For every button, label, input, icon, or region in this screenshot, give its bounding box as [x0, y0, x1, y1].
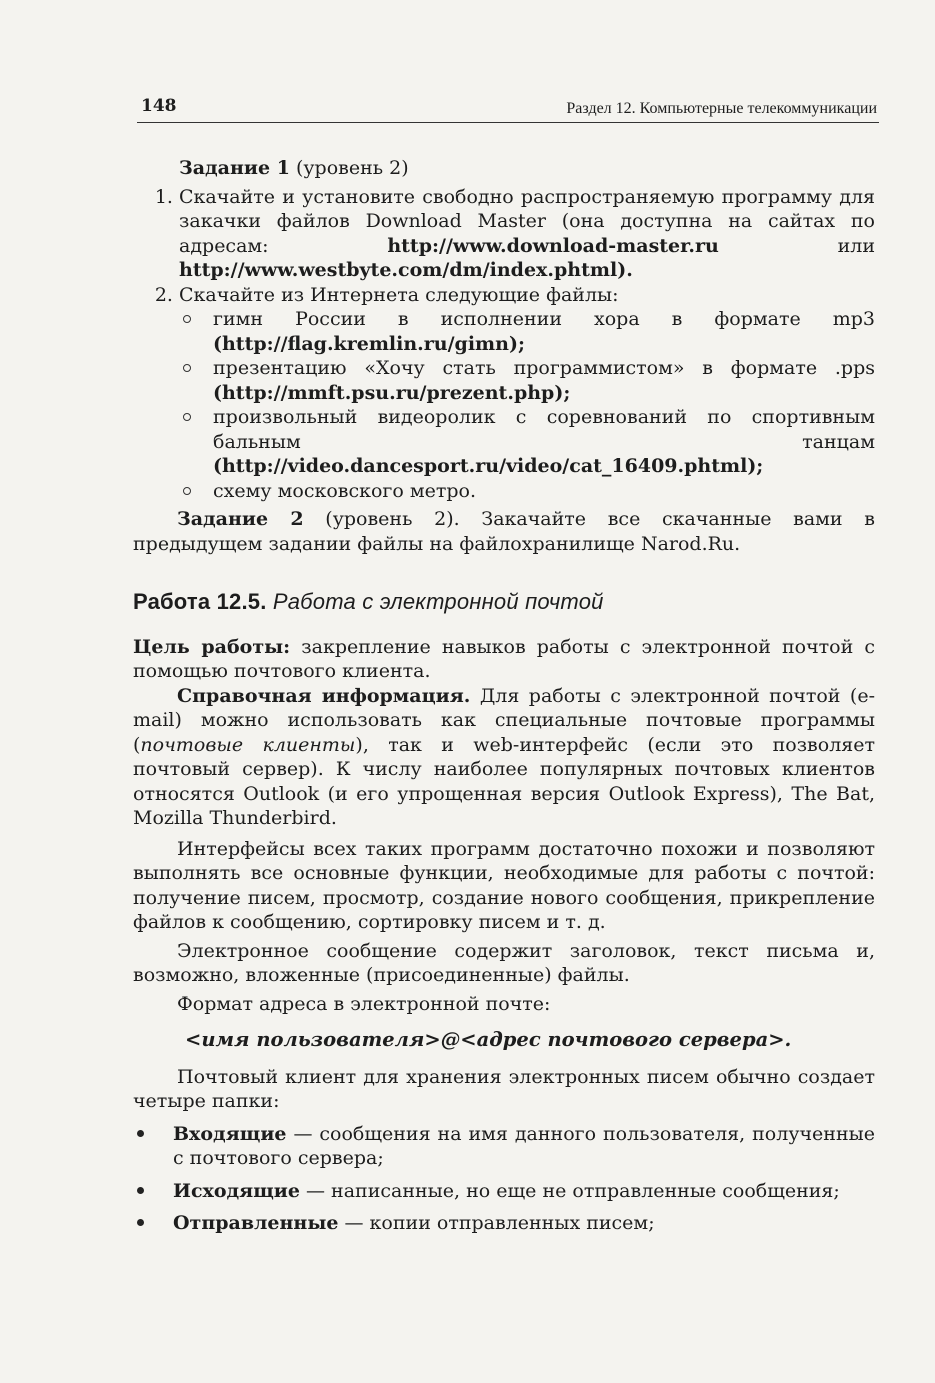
file-video-text: произвольный видеоролик с соревнований по спортивным бальным танцам: [213, 406, 875, 453]
reference-paragraph: [133, 684, 875, 831]
goal-label: Цель работы:: [133, 635, 291, 658]
task1-item-1-end: ).: [617, 259, 633, 281]
task1-item-1: [179, 185, 875, 283]
file-anthem-text: гимн России в исполнении хора в формате mp3: [213, 308, 875, 330]
task1-heading: [179, 156, 875, 181]
message-paragraph: Электронное сообщение содержит заголовок, текст письма и, возможно, вложенные (присоединенные) файлы.: [133, 939, 875, 986]
folder-name: Отправленные: [173, 1212, 339, 1234]
work-heading: [133, 590, 875, 615]
url-westbyte: http://www.westbyte.com/dm/index.phtml: [179, 259, 618, 281]
file-item-metro: [213, 479, 875, 504]
folder-desc: — написанные, но еще не отправленные сообщения;: [299, 1179, 840, 1202]
folder-item-inbox: [173, 1122, 875, 1171]
task2-paragraph: [133, 507, 875, 556]
reference-text-2: ), так и web-интерфейс (если это позволяет почтовый сервер). К числу наиболее популярных почтовых клиентов относятся Outlook (и его упрощенная версия Outlook Express), The Bat, Mozilla Thunderbird.: [133, 733, 876, 829]
task1-item-2-text: Скачайте из Интернета следующие файлы:: [179, 283, 619, 306]
address-format: <имя пользователя>@<адрес почтового сервера>.: [185, 1028, 792, 1051]
url-kremlin: (http://flag.kremlin.ru/gimn);: [213, 332, 525, 355]
folder-desc: — сообщения на имя данного пользователя, полученные с почтового сервера;: [173, 1122, 875, 1169]
task1-list: [133, 185, 875, 504]
reference-label: Справочная информация.: [177, 684, 471, 707]
folder-name: Входящие: [173, 1122, 287, 1145]
folders-paragraph: Почтовый клиент для хранения электронных писем обычно создает четыре папки:: [133, 1065, 875, 1112]
file-item-presentation: [213, 356, 875, 405]
file-metro-text: схему московского метро.: [213, 479, 477, 502]
task1-level: (уровень 2): [289, 157, 409, 179]
file-presentation-text: презентацию «Хочу стать программистом» в формате .pps: [213, 357, 875, 379]
file-item-video: [213, 405, 875, 479]
goal-paragraph: [133, 635, 875, 684]
goal-text: закрепление навыков работы с электронной почтой с помощью почтового клиента.: [133, 635, 875, 682]
files-list: [179, 307, 875, 503]
task1-item-1-text: Скачайте и установите свободно распространяемую программу для закачки файлов Download Master (она доступна на сайтах по адресам:: [179, 185, 875, 257]
reference-italic-term: почтовые клиенты: [140, 733, 356, 756]
folder-name: Исходящие: [173, 1179, 300, 1202]
task2-text: (уровень 2). Закачайте все скачанные вами в предыдущем задании файлы на файлохранилище Narod.Ru.: [133, 508, 875, 555]
task1-item-2: [179, 283, 875, 504]
task1-item-1-or: или: [718, 234, 875, 257]
page-number: 148: [141, 96, 177, 116]
page-content: [133, 156, 875, 1244]
running-title: Раздел 12. Компьютерные телекоммуникации: [566, 100, 877, 117]
task2-label: Задание 2: [177, 508, 304, 530]
interfaces-paragraph: Интерфейсы всех таких программ достаточно похожи и позволяют выполнять все основные функции, необходимые для работы с почтой: получение писем, просмотр, создание нового сообщения, прикрепление файлов к сообщению, сортировку писем и т. д.: [133, 837, 875, 933]
url-download-master: http://www.download-master.ru: [387, 234, 719, 257]
folder-item-outbox: [173, 1179, 875, 1204]
task1-label: Задание 1: [179, 157, 290, 179]
reference-text-1: Для работы с электронной почтой (e-mail) можно использовать как специальные почтовые программы (: [133, 684, 875, 756]
file-item-anthem: [213, 307, 875, 356]
url-dancesport: (http://video.dancesport.ru/video/cat_16409.phtml);: [213, 455, 764, 477]
folder-desc: — копии отправленных писем;: [338, 1212, 655, 1234]
folder-item-sent: [173, 1211, 875, 1236]
work-number: Работа 12.5.: [133, 589, 267, 614]
work-title: Работа с электронной почтой: [266, 589, 604, 614]
format-paragraph: Формат адреса в электронной почте:: [177, 992, 551, 1015]
folders-list: [133, 1122, 875, 1236]
page-header: [137, 96, 879, 123]
url-psu: (http://mmft.psu.ru/prezent.php);: [213, 381, 571, 404]
